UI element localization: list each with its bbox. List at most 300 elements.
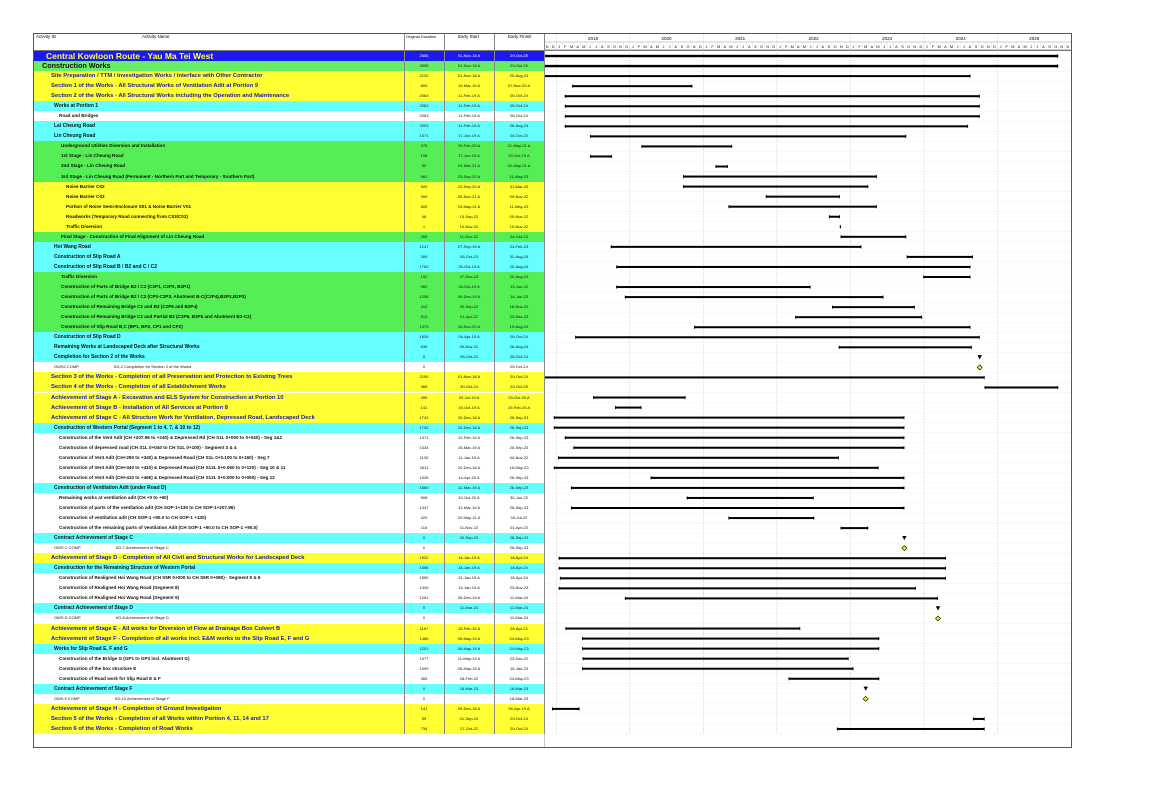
table-row[interactable]	[34, 664, 544, 674]
finish-cell: 04-Oct-23	[510, 233, 528, 239]
duration-cell: 141	[420, 705, 428, 711]
activity-name: Construction of Remaining Bridge C2 and Partial B2 (C2P6, B2P5 and Abutment B2-C2)	[61, 314, 252, 320]
start-cell: 15-Sep-22	[459, 213, 479, 219]
bar-start-cap	[683, 175, 684, 178]
table-row[interactable]	[34, 352, 544, 362]
duration-cell: 46	[421, 213, 427, 219]
finish-cell: 29-Oct-25	[510, 384, 528, 390]
duration-cell: 1556	[419, 565, 429, 571]
bar-start-cap	[571, 486, 572, 489]
bar-start-cap	[565, 105, 566, 108]
gantt-bar	[573, 447, 904, 449]
gantt-bar	[554, 427, 905, 429]
table-row[interactable]	[34, 553, 544, 563]
month-label: F	[1005, 45, 1008, 49]
month-label: D	[845, 45, 849, 49]
month-label: S	[901, 45, 904, 49]
table-row[interactable]	[34, 342, 544, 352]
year-label: 2024	[955, 36, 966, 41]
duration-cell: 275	[420, 143, 428, 149]
duration-cell: 920	[420, 183, 428, 189]
month-label: O	[760, 45, 764, 49]
month-label: N	[619, 45, 622, 49]
activity-name: Noise Barrier C02	[66, 183, 105, 189]
month-label: O	[1054, 45, 1058, 49]
gantt-bar	[559, 567, 946, 569]
bar-end-cap	[878, 677, 879, 680]
start-cell: 06-Dec-19 A	[457, 595, 481, 601]
month-label: J	[778, 45, 781, 49]
bar-end-cap	[905, 235, 906, 238]
month-label: J	[662, 45, 665, 49]
month-label: S	[680, 45, 684, 49]
month-label: A	[674, 45, 678, 49]
duration-cell: 300	[420, 193, 428, 199]
activity-name: Lai Cheung Road	[54, 123, 96, 130]
duration-cell: 1167	[419, 625, 429, 631]
table-row[interactable]	[34, 503, 544, 513]
gantt-bar	[590, 155, 612, 157]
column-separator	[444, 34, 445, 734]
milestone-marker	[977, 355, 981, 359]
start-cell: 29-Feb-20 A	[457, 143, 480, 149]
start-cell: 01-Nov-18 A	[457, 374, 481, 380]
gantt-bar	[789, 678, 880, 680]
duration-cell: 1247	[419, 243, 429, 249]
activity-description: KD-7 Achievement of Stage C	[115, 545, 169, 551]
activity-name: Achievement of Stage D - Completion of All Civil and Structural Works for Landscaped Deck	[51, 555, 305, 562]
duration-cell: 2063	[419, 113, 429, 119]
finish-cell: 29-Oct-24	[510, 374, 528, 380]
duration-cell: 0	[422, 535, 426, 541]
month-label: M	[717, 45, 721, 49]
month-label: D	[772, 45, 776, 49]
start-cell: 17-Jun-19 A	[458, 153, 480, 159]
table-row[interactable]	[34, 433, 544, 443]
bar-start-cap	[554, 466, 555, 469]
gantt-bar	[973, 718, 985, 720]
table-row[interactable]	[34, 714, 544, 724]
table-row[interactable]	[34, 182, 544, 192]
month-label: A	[1017, 45, 1021, 49]
bar-end-cap	[984, 727, 985, 730]
start-cell: 02-Jul-19 A	[458, 394, 480, 400]
activity-name: OWS.D.COMP KD-8 Achievement of Stage D	[54, 615, 169, 621]
table-row[interactable]	[34, 644, 544, 654]
column-separator	[404, 34, 405, 734]
table-row[interactable]	[34, 322, 544, 332]
activity-name: Construction of Slip Road B / B2 and C / C2	[54, 263, 158, 270]
activity-name-header: Activity Name	[142, 34, 170, 39]
start-cell: 06-May-19 A	[457, 665, 481, 671]
bar-start-cap	[582, 667, 583, 670]
start-cell: 27-Oct-22	[460, 725, 478, 731]
activity-name: Construction of Realigned Hoi Wang Road (CH S5R 0+000 to CH S5R 0+080) - Segment 5 & 6	[59, 575, 261, 581]
gantt-bar	[565, 95, 980, 97]
gantt-bar	[571, 507, 904, 509]
month-label: N	[766, 45, 770, 49]
start-cell: 15-Feb-19 A	[457, 625, 480, 631]
finish-cell: 24-May-23	[509, 645, 529, 651]
finish-cell: 05-Oct-24	[510, 334, 528, 340]
table-row[interactable]	[34, 443, 544, 453]
activity-name: Construction of Slip Road D	[54, 334, 121, 341]
duration-cell: 2003	[419, 123, 429, 129]
start-cell: 05-Oct-24	[460, 354, 478, 360]
duration-cell: 0	[422, 695, 426, 701]
table-row[interactable]	[34, 694, 544, 704]
month-label: M	[643, 45, 647, 49]
gantt-bar	[616, 266, 970, 268]
bar-start-cap	[615, 406, 616, 409]
activity-name: Works for Slip Road E, F and G	[54, 645, 128, 652]
gantt-bar	[829, 216, 840, 218]
bar-start-cap	[559, 567, 560, 570]
bar-end-cap	[904, 446, 905, 449]
activity-name: Construction Works	[42, 61, 111, 71]
bar-end-cap	[915, 587, 916, 590]
table-row[interactable]	[34, 543, 544, 553]
table-row[interactable]	[34, 453, 544, 463]
start-cell: 30-Oct-24	[460, 384, 478, 390]
table-row[interactable]	[34, 603, 544, 613]
month-label: M	[790, 45, 794, 49]
table-row[interactable]	[34, 202, 544, 212]
activity-name: Achievement of Stage F - Completion of all works incl. E&M works to the Slip Road E, F and G	[51, 635, 310, 642]
gantt-bar	[611, 246, 862, 248]
month-label: J	[736, 45, 738, 49]
duration-cell: 365	[420, 384, 428, 390]
month-label: O	[907, 45, 911, 49]
duration-cell: 1660	[419, 484, 429, 490]
table-row[interactable]	[34, 151, 544, 161]
gantt-bar	[593, 397, 686, 399]
gantt-bar	[841, 236, 907, 238]
activity-name: Works at Portion 1	[54, 103, 99, 110]
bar-end-cap	[691, 85, 692, 88]
start-cell: 17-Jun-19 A	[458, 133, 480, 139]
month-label: J	[742, 45, 745, 49]
gantt-bar	[558, 457, 839, 459]
finish-cell: 03-Oct-20 A	[508, 394, 530, 400]
bar-start-cap	[575, 336, 576, 339]
bar-end-cap	[861, 245, 862, 248]
table-row[interactable]	[34, 493, 544, 503]
start-cell: 14-Jan-19 A	[458, 585, 480, 591]
bar-start-cap	[565, 125, 566, 128]
gantt-bar	[544, 55, 1058, 57]
table-row[interactable]	[34, 141, 544, 151]
duration-cell: 2555	[419, 53, 429, 58]
table-row[interactable]	[34, 192, 544, 202]
gantt-bar	[728, 206, 876, 208]
column-separator	[494, 34, 495, 734]
table-row[interactable]	[34, 161, 544, 171]
bar-end-cap	[839, 215, 840, 218]
finish-cell: 21-May-21 A	[507, 143, 531, 149]
duration-cell: 1261	[419, 595, 429, 601]
finish-cell: 03-Oct-19 A	[508, 153, 530, 159]
month-label: A	[723, 45, 727, 49]
bar-start-cap	[625, 295, 626, 298]
activity-name: Construction of parts of the ventilation adit (CH SOP-1+130 to CH SOP-1+207.96)	[59, 504, 235, 510]
bar-end-cap	[810, 285, 811, 288]
finish-cell: 18-Apr-24	[510, 565, 528, 571]
activity-name: OWS.F.COMP KD-10 Achievement of Stage F	[54, 695, 170, 701]
month-label: S	[1048, 45, 1051, 49]
activity-name: Remaining works at ventilation adit (CH +0 to +60)	[59, 494, 169, 500]
table-row[interactable]	[34, 312, 544, 322]
activity-name: Achievement of Stage B - Installation of All Services at Portion 8	[51, 404, 228, 411]
table-row[interactable]	[34, 302, 544, 312]
table-row[interactable]	[34, 654, 544, 664]
table-row[interactable]	[34, 533, 544, 543]
milestone-marker	[936, 606, 940, 610]
bar-start-cap	[728, 205, 729, 208]
table-row[interactable]	[34, 111, 544, 121]
table-row[interactable]	[34, 262, 544, 272]
table-row[interactable]	[34, 282, 544, 292]
table-row[interactable]	[34, 91, 544, 101]
month-label: S	[974, 45, 978, 49]
activity-name: Construction of Vent Adit (CH+290 to +340) & Depressed Road (CH S1L 0+0.100 to 0+160) - Seg 7	[59, 454, 270, 460]
month-label: M	[802, 45, 807, 49]
duration-cell: 961	[420, 173, 428, 179]
table-row[interactable]	[34, 393, 544, 403]
table-row[interactable]	[34, 101, 544, 111]
table-row[interactable]	[34, 292, 544, 302]
bar-end-cap	[1057, 386, 1058, 389]
table-row[interactable]	[34, 232, 544, 242]
finish-cell: 26-Sep-23	[509, 545, 529, 551]
bar-end-cap	[878, 466, 879, 469]
month-label: N	[545, 45, 549, 49]
start-cell: 19-Mar-19 A	[457, 83, 480, 89]
finish-cell: 26-Sep-23	[509, 474, 529, 480]
milestone-diamond	[936, 616, 941, 621]
table-row[interactable]	[34, 131, 544, 141]
month-label: J	[852, 45, 855, 49]
finish-cell: 10-Nov-22	[509, 223, 529, 229]
table-row[interactable]	[34, 573, 544, 583]
duration-cell: 1099	[419, 665, 429, 671]
table-row[interactable]	[34, 704, 544, 714]
bar-start-cap	[687, 496, 688, 499]
finish-cell: 07-Nov-20 A	[507, 83, 531, 89]
table-row[interactable]	[34, 483, 544, 493]
table-row[interactable]	[34, 222, 544, 232]
start-cell: 06-Dec-19 A	[457, 294, 481, 300]
duration-cell: 734	[420, 725, 428, 731]
bar-end-cap	[876, 175, 877, 178]
start-cell: 09-Dec-18 A	[457, 705, 481, 711]
month-label: M	[1023, 45, 1027, 49]
start-cell: 01-Nov-18 A	[457, 73, 481, 79]
finish-cell: 11-Mar-24	[509, 615, 529, 621]
table-row[interactable]	[34, 403, 544, 413]
table-row[interactable]	[34, 593, 544, 603]
finish-cell: 31-Mar-23	[509, 183, 529, 189]
month-label: M	[937, 45, 941, 49]
gantt-bar	[565, 628, 800, 630]
gantt-bar	[554, 417, 905, 419]
finish-cell: 05-Oct-24	[510, 364, 528, 370]
gantt-bar	[560, 577, 946, 579]
activity-name: Final Stage - Construction of Final Alignment of Lin Cheung Road	[61, 233, 205, 239]
month-label: J	[1036, 45, 1039, 49]
start-cell: 20-Dec-18 A	[457, 464, 481, 470]
activity-name: Traffic Diversion	[66, 223, 102, 229]
bar-start-cap	[839, 346, 840, 349]
month-label: N	[986, 45, 990, 49]
bar-end-cap	[921, 316, 922, 319]
month-label: S	[827, 45, 831, 49]
start-cell: 10-Oct-20 A	[458, 494, 480, 500]
activity-id-header: Activity ID	[36, 34, 57, 39]
table-row[interactable]	[34, 332, 544, 342]
bar-start-cap	[795, 316, 796, 319]
start-cell: 11-Feb-19 A	[458, 103, 480, 109]
bar-end-cap	[945, 557, 946, 560]
table-row[interactable]	[34, 624, 544, 634]
table-row[interactable]	[34, 362, 544, 372]
table-row[interactable]	[34, 613, 544, 623]
bar-end-cap	[840, 225, 841, 228]
month-label: J	[999, 45, 1002, 49]
table-row[interactable]	[34, 372, 544, 382]
table-row[interactable]	[34, 172, 544, 182]
table-row[interactable]	[34, 272, 544, 282]
bar-start-cap	[560, 577, 561, 580]
duration-cell: 1334	[419, 444, 429, 450]
activity-description: KD-2 Completion for Section 2 of the Works	[113, 364, 192, 370]
duration-cell: 0	[422, 354, 426, 360]
table-row[interactable]	[34, 634, 544, 644]
duration-cell: 2063	[419, 93, 429, 99]
table-row[interactable]	[34, 81, 544, 91]
table-row[interactable]	[34, 252, 544, 262]
table-row[interactable]	[34, 212, 544, 222]
bar-end-cap	[904, 426, 905, 429]
duration-cell: 1611	[419, 464, 429, 470]
activity-name: Construction of the box structure E	[59, 665, 137, 671]
activity-name: Construction of Slip Road B,C (BP1, BP2, CP1 and CP2)	[61, 324, 183, 330]
start-cell: 20-Dec-18 A	[457, 424, 481, 430]
start-cell: 06-May-19 A	[457, 635, 481, 641]
table-row[interactable]	[34, 463, 544, 473]
month-label: D	[551, 45, 555, 49]
table-row[interactable]	[34, 423, 544, 433]
table-row[interactable]	[34, 242, 544, 252]
bar-end-cap	[799, 627, 800, 630]
table-row[interactable]	[34, 513, 544, 523]
table-row[interactable]	[34, 51, 544, 61]
bar-start-cap	[832, 306, 833, 309]
month-label: M	[949, 45, 954, 49]
finish-cell: 11-May-23	[509, 203, 529, 209]
start-header: Early Start	[458, 34, 480, 39]
table-row[interactable]	[34, 674, 544, 684]
bar-start-cap	[641, 145, 642, 148]
activity-name: Road and Bridges	[59, 113, 99, 119]
column-separator	[544, 34, 545, 734]
start-cell: 05-Nov-21 A	[457, 193, 481, 199]
finish-cell: 18-Mar-23	[509, 685, 529, 691]
month-label: A	[748, 45, 751, 49]
month-label: M	[569, 45, 574, 49]
table-row[interactable]	[34, 724, 544, 734]
table-row[interactable]	[34, 382, 544, 392]
month-label: J	[705, 45, 708, 49]
bar-end-cap	[853, 667, 854, 670]
gantt-bar	[582, 648, 879, 650]
duration-cell: 108	[420, 153, 428, 159]
bar-end-cap	[979, 115, 980, 118]
month-label: M	[864, 45, 868, 49]
table-row[interactable]	[34, 71, 544, 81]
gantt-bar	[544, 65, 1058, 67]
finish-cell: 20-Aug-24	[509, 263, 529, 269]
bar-end-cap	[905, 135, 906, 138]
start-cell: 19-Oct-19 A	[458, 404, 480, 410]
gantt-bar	[616, 286, 810, 288]
start-cell: 01-Apr-22	[460, 314, 478, 320]
finish-cell: 26-Sep-23	[509, 414, 529, 420]
bar-start-cap	[616, 265, 617, 268]
activity-name: Construction of Realigned Hoi Wang Road (Segment 9)	[59, 595, 180, 601]
activity-name: Portion of Noise Semi-Enclosure S01 & Noise Barrier V01	[66, 203, 192, 209]
activity-name: Construction of Vent Adit (CH+340 to +410) & Depressed Road (CH S12L 0+0.060 to 0+120) - Seg 10 & 11	[59, 464, 286, 470]
duration-cell: 1373	[419, 324, 429, 330]
start-cell: 23-Sep-20 A	[457, 173, 481, 179]
activity-name: Construction of Road work for Slip Road E & F	[59, 675, 161, 681]
finish-cell: 11-Mar-24	[509, 605, 529, 611]
finish-cell: 11-May-23	[509, 173, 529, 179]
table-row[interactable]	[34, 413, 544, 423]
start-cell: 23-Sep-20 A	[457, 183, 481, 189]
bar-end-cap	[904, 476, 905, 479]
table-row[interactable]	[34, 473, 544, 483]
bar-end-cap	[731, 145, 732, 148]
table-row[interactable]	[34, 61, 544, 71]
duration-cell: 1742	[419, 424, 429, 430]
month-label: M	[582, 45, 586, 49]
table-row[interactable]	[34, 563, 544, 573]
gantt-bar	[716, 166, 728, 168]
gantt-bar	[651, 477, 905, 479]
bar-start-cap	[611, 245, 612, 248]
bar-end-cap	[970, 75, 971, 78]
bar-end-cap	[1057, 54, 1058, 58]
activity-name: Construction of ventilation adit (CH SOP-1 +90.0 to CH SOP-1 +130)	[59, 515, 207, 521]
month-label: J	[589, 45, 591, 49]
month-label: N	[913, 45, 917, 49]
start-cell: 01-Sep-24	[459, 715, 479, 721]
table-row[interactable]	[34, 583, 544, 593]
activity-name: Construction of Realigned Hoi Wang Road (Segment 8)	[59, 585, 180, 591]
table-row[interactable]	[34, 523, 544, 533]
gantt-bar	[683, 186, 868, 188]
start-cell: 05-Nov-22	[459, 344, 479, 350]
table-row[interactable]	[34, 121, 544, 131]
start-cell: 03-May-21 A	[457, 203, 481, 209]
bar-start-cap	[766, 195, 767, 198]
month-label: J	[962, 45, 965, 49]
bar-end-cap	[979, 95, 980, 98]
activity-name: Noise Barrier C03	[66, 193, 105, 199]
year-label: 2020	[661, 36, 672, 41]
table-row[interactable]	[34, 684, 544, 694]
